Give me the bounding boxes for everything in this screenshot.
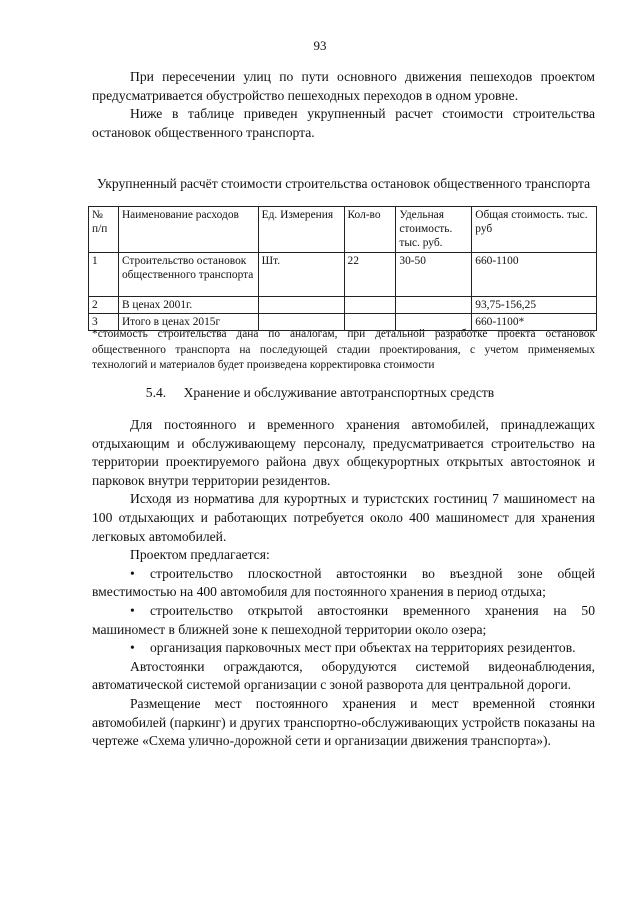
table-cell: [344, 297, 396, 314]
body-paragraph-2: Исходя из норматива для курортных и туристских гостиниц 7 машиномест на 100 отдыхающих и работающих потребуется около 400 машиномест для хранения легковых автомобилей.: [92, 491, 595, 544]
list-item-text: строительство открытой автостоянки временного хранения на 50 машиномест в ближней зоне к пешеходной территории около озера;: [92, 602, 595, 637]
table-cell: 93,75-156,25: [472, 297, 597, 314]
intro-text: [92, 68, 595, 142]
list-item: [92, 565, 595, 602]
bullet-icon: •: [130, 602, 135, 618]
section-number: 5.4.: [145, 385, 167, 400]
table-row: [89, 297, 597, 314]
table-cell: 22: [344, 253, 396, 297]
table-cell: [258, 297, 344, 314]
table-cell: 2: [89, 297, 119, 314]
header-cell: Наименование расходов: [118, 207, 258, 253]
bullet-icon: •: [130, 640, 135, 656]
table-cell: [396, 297, 472, 314]
section-title: Хранение и обслуживание автотранспортных средств: [183, 385, 495, 400]
table-footnote: *стоимость строительства дана по аналогам, при детальной разработке проекта остановок общественного транспорта на последующей стадии проектирования, с учетом применяемых технологий и материалов будет произведена корректировка стоимости: [92, 328, 595, 371]
table-cell: 660-1100*: [472, 314, 597, 331]
table-cell: 1: [89, 253, 119, 297]
intro-paragraph-1: При пересечении улиц по пути основного движения пешеходов проектом предусматривается обустройство пешеходных переходов в одном уровне.: [92, 69, 595, 103]
table-header-row: [89, 207, 597, 253]
bullet-icon: •: [130, 565, 135, 581]
table-cell: В ценах 2001г.: [118, 297, 258, 314]
table-cell: 3: [89, 314, 119, 331]
list-item-text: строительство плоскостной автостоянки во въездной зоне общей вместимостью на 400 автомобиля для постоянного хранения в период отдыха;: [92, 565, 595, 600]
table-row: [89, 253, 597, 297]
table-cell: 30-50: [396, 253, 472, 297]
list-item-text: организация парковочных мест при объектах на территориях резидентов.: [150, 640, 576, 656]
header-cell: Удельная стоимость. тыс. руб.: [396, 207, 472, 253]
section-body: [92, 416, 595, 751]
body-paragraph-5: Размещение мест постоянного хранения и мест временной стоянки автомобилей (паркинг) и других транспортно-обслуживающих устройств показаны на чертеже «Схема улично-дорожной сети и организации движения транспорта»).: [92, 695, 595, 749]
list-item: [92, 602, 595, 639]
table-cell: Строительство остановок общественного транспорта: [118, 253, 258, 297]
header-cell: Кол-во: [344, 207, 396, 253]
page-number: 93: [313, 38, 327, 53]
body-paragraph-4: Автостоянки ограждаются, оборудуются системой видеонаблюдения, автоматической системой организации с зоной разворота для центральной дороги.: [92, 658, 595, 693]
table-cell: 660-1100: [472, 253, 597, 297]
section-heading: [0, 385, 640, 401]
body-paragraph-1: Для постоянного и временного хранения автомобилей, принадлежащих отдыхающим и обслуживающему персоналу, предусматривается строительство на территории проектируемого района двух общекурортных открытых автостоянок и парковок внутри территории резидентов.: [92, 417, 595, 488]
intro-paragraph-2: Ниже в таблице приведен укрупненный расчет стоимости строительства остановок общественного транспорта.: [92, 106, 595, 140]
body-paragraph-3: Проектом предлагается:: [130, 547, 270, 563]
table-cell: Шт.: [258, 253, 344, 297]
header-cell: Ед. Измерения: [258, 207, 344, 253]
list-item: [92, 639, 595, 658]
table-caption: Укрупненный расчёт стоимости строительства остановок общественного транспорта: [96, 176, 591, 191]
header-cell: № п/п: [89, 207, 119, 253]
header-cell: Общая стоимость. тыс. руб: [472, 207, 597, 253]
cost-table: [88, 206, 597, 331]
table-cell: Итого в ценах 2015г: [118, 314, 258, 331]
